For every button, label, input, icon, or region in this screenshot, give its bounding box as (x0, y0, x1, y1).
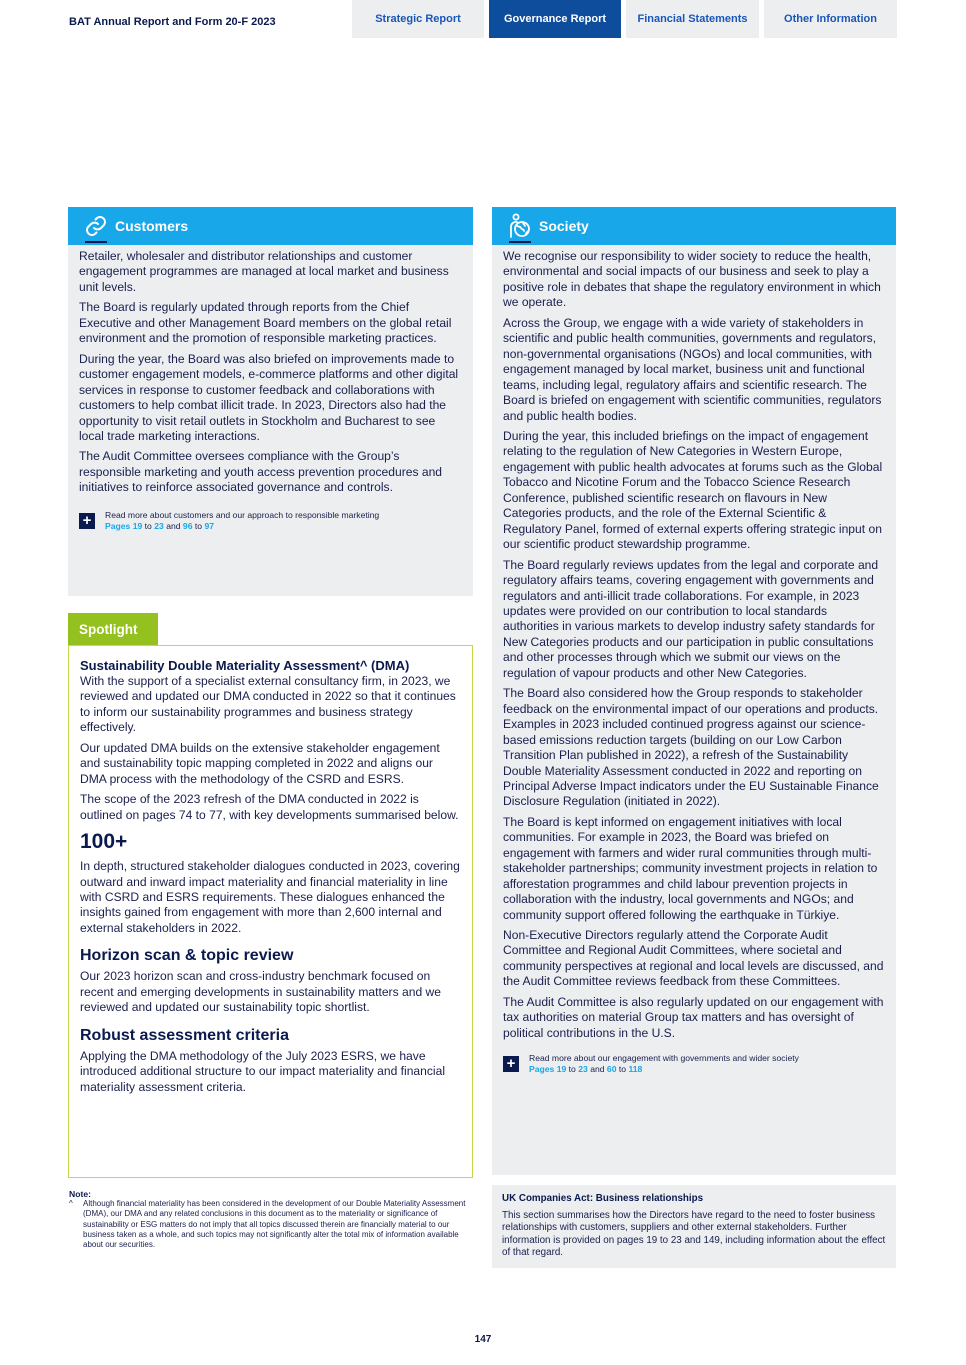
society-paragraph: The Audit Committee is also regularly updated on our engagement with tax authorities on material Group tax matters and has oversight of political contributions in the U.S. (503, 994, 884, 1040)
customers-panel (68, 245, 473, 596)
society-paragraph: Across the Group, we engage with a wide variety of stakeholders in scientific and public health communities, governments and regulators, non-governmental organisations (NGOs) and local communities, with engagement managed by local market, business unit and functional teams, including legal, regulatory affairs and scientific research. The Board is briefed on engagement with scientific communities, regulators and public health bodies. (503, 315, 882, 423)
note-heading: Note: (69, 1189, 91, 1199)
note-mark: ^ (69, 1199, 73, 1209)
uk-act-text: This section summarises how the Directors have regard to the need to foster business relationships with customers, suppliers and other external stakeholders. Further information is provided on pages 19 to 23 and 149, including information about the effect of that regard. (502, 1210, 886, 1259)
society-paragraph: The Board is kept informed on engagement initiatives with local communities. For example in 2023, the Board was briefed on engagement with farmers and wider rural communities through multi-stakeholder partnerships; community investment projects in relation to afforestation programmes and child labour prevention projects in collaboration with the industry, local governments and NGOs; and community support offered following the earthquake in Türkiye. (503, 814, 878, 922)
society-paragraph: The Board also considered how the Group responds to stakeholder feedback on the environmental impact of our operations and products. Examples in 2023 included continued progress against our science-based emissions reduction targets (building on our Low Carbon Transition Plan published in 2022), a refresh of the Sustainability Double Materiality Assessment conducted in 2022 and reporting on Principal Adverse Impact indicators under the EU Sustainable Finance Disclosure Regulation (initiated in 2022). (503, 686, 879, 809)
customers-read-more[interactable] (79, 510, 462, 532)
spotlight-subheading: Robust assessment criteria (80, 1026, 289, 1044)
society-header (492, 207, 896, 245)
customers-paragraph: During the year, the Board was also briefed on improvements made to customer engagement models, e-commerce platforms and other digital services in response to customer feedback and collaborations with customers to help combat illicit trade. In 2023, Directors also had the opportunity to visit retail outlets in Stockholm and Bucharest to see local trade marketing interactions. (79, 351, 459, 443)
plus-icon: + (79, 513, 95, 529)
customers-header (68, 207, 473, 245)
society-title: Society (539, 218, 589, 234)
uk-companies-act-box (492, 1185, 896, 1268)
link-icon (83, 211, 109, 241)
spotlight-section-text: Applying the DMA methodology of the July 2023 ESRS, we have introduced additional structure to our impact materiality and financial materiality assessment criteria. (80, 1048, 446, 1094)
spotlight-label: Spotlight (68, 613, 158, 646)
society-paragraph: Non-Executive Directors regularly attend the Corporate Audit Committee and Regional Audit Committees, where societal and community perspectives at regional and local levels are discussed, and the Audit Committee reviews feedback from these Committees. (503, 928, 884, 989)
spotlight-paragraph: The scope of the 2023 refresh of the DMA conducted in 2022 is outlined on pages 74 to 77, with key developments summarised below. (80, 792, 459, 822)
spotlight-section-text: Our 2023 horizon scan and cross-industry benchmark focused on recent and emerging developments in sustainability matters and we reviewed and updated our sustainability topic shortlist. (80, 969, 441, 1015)
spotlight-stat: 100+ (80, 830, 128, 854)
plus-icon: + (503, 1056, 519, 1072)
page-number: 147 (474, 1334, 492, 1345)
note-text: Although financial materiality has been considered in the development of our Double Materiality Assessment (DMA), our DMA and any related conclusions in this document as to the materiality or significance of sustainability or ESG matters do not imply that all topics discussed therein are financially material to our business taken as a whole, and such topics may not significantly alter the total mix of information available about our securities. (83, 1199, 466, 1250)
spotlight-box (68, 645, 473, 1178)
uk-act-title: UK Companies Act: Business relationships (502, 1193, 704, 1204)
tab-governance-report[interactable]: Governance Report (489, 0, 621, 38)
society-paragraph: During the year, this included briefings on the impact of engagement relating to the regulation of New Categories in Western Europe, engagement with public health advocates at forums such as the Global Tobacco and Nicotine Forum and the Tobacco Science Research Conference, published scientific research on flavours in New Categories products, and the role of the External Scientific & Regulatory Panel, formed of external experts offering strategic input on our scientific product stewardship programme. (503, 428, 883, 552)
tab-strategic-report[interactable]: Strategic Report (352, 0, 484, 38)
spotlight-heading: Sustainability Double Materiality Assessment^ (DMA) (80, 658, 410, 673)
spotlight-paragraph: With the support of a specialist external consultancy firm, in 2023, we reviewed and updated our DMA conducted in 2022 so that it continues to inform our sustainability programmes and business strategy effectively. (80, 674, 456, 735)
spotlight-stat-text: In depth, structured stakeholder dialogues conducted in 2023, covering outward and inward impact materiality and financial materiality in line with CSRD and ESRS requirements. These dialogues enhanced the insights gained from engagement with more than 2,600 internal and external stakeholders in 2022. (80, 859, 460, 935)
footnote (69, 1189, 473, 1250)
spotlight-paragraph: Our updated DMA builds on the extensive stakeholder engagement and sustainability topic mapping completed in 2022 and aligns our DMA process with the methodology of the CSRD and ESRS. (80, 740, 440, 786)
customers-paragraph: The Audit Committee oversees compliance with the Group’s responsible marketing and youth access prevention procedures and initiatives to reinforce associated governance and controls. (79, 449, 443, 495)
tab-financial-statements[interactable]: Financial Statements (626, 0, 759, 38)
society-paragraph: The Board regularly reviews updates from the legal and corporate and regulatory affairs teams, covering engagement with governments and regulators and anti-illicit trade collaborations. For example, in 2023 updates were provided on our contribution to local standards authorities in various markets to develop industry safety standards for New Categories products and our participation in public consultations and other processes through which we submit our views on the regulation of vapour products and other New Categories. (503, 557, 879, 680)
society-panel (492, 245, 896, 1175)
read-more-text: Read more about our engagement with governments and wider society (529, 1053, 799, 1064)
community-globe-icon (507, 211, 533, 241)
document-title: BAT Annual Report and Form 20-F 2023 (69, 16, 276, 28)
customers-paragraph: The Board is regularly updated through reports from the Chief Executive and other Management Board members on the global retail environment and the promotion of responsible marketing practices. (79, 300, 452, 346)
read-more-pages[interactable]: Pages 19 to 23 and 60 to 118 (529, 1064, 643, 1075)
customers-title: Customers (115, 218, 189, 234)
tab-other-information[interactable]: Other Information (764, 0, 897, 38)
society-paragraph: We recognise our responsibility to wider society to reduce the health, environmental and social impacts of our business and seek to play a positive role in debates that shape the regulatory environment in which we operate. (503, 249, 881, 310)
customers-paragraph: Retailer, wholesaler and distributor relationships and customer engagement programmes are managed at local market and business unit levels. (79, 249, 449, 294)
read-more-text: Read more about customers and our approach to responsible marketing (105, 509, 380, 520)
society-read-more[interactable] (503, 1053, 885, 1075)
spotlight-subheading: Horizon scan & topic review (80, 947, 294, 965)
read-more-pages[interactable]: Pages 19 to 23 and 96 to 97 (105, 520, 214, 531)
